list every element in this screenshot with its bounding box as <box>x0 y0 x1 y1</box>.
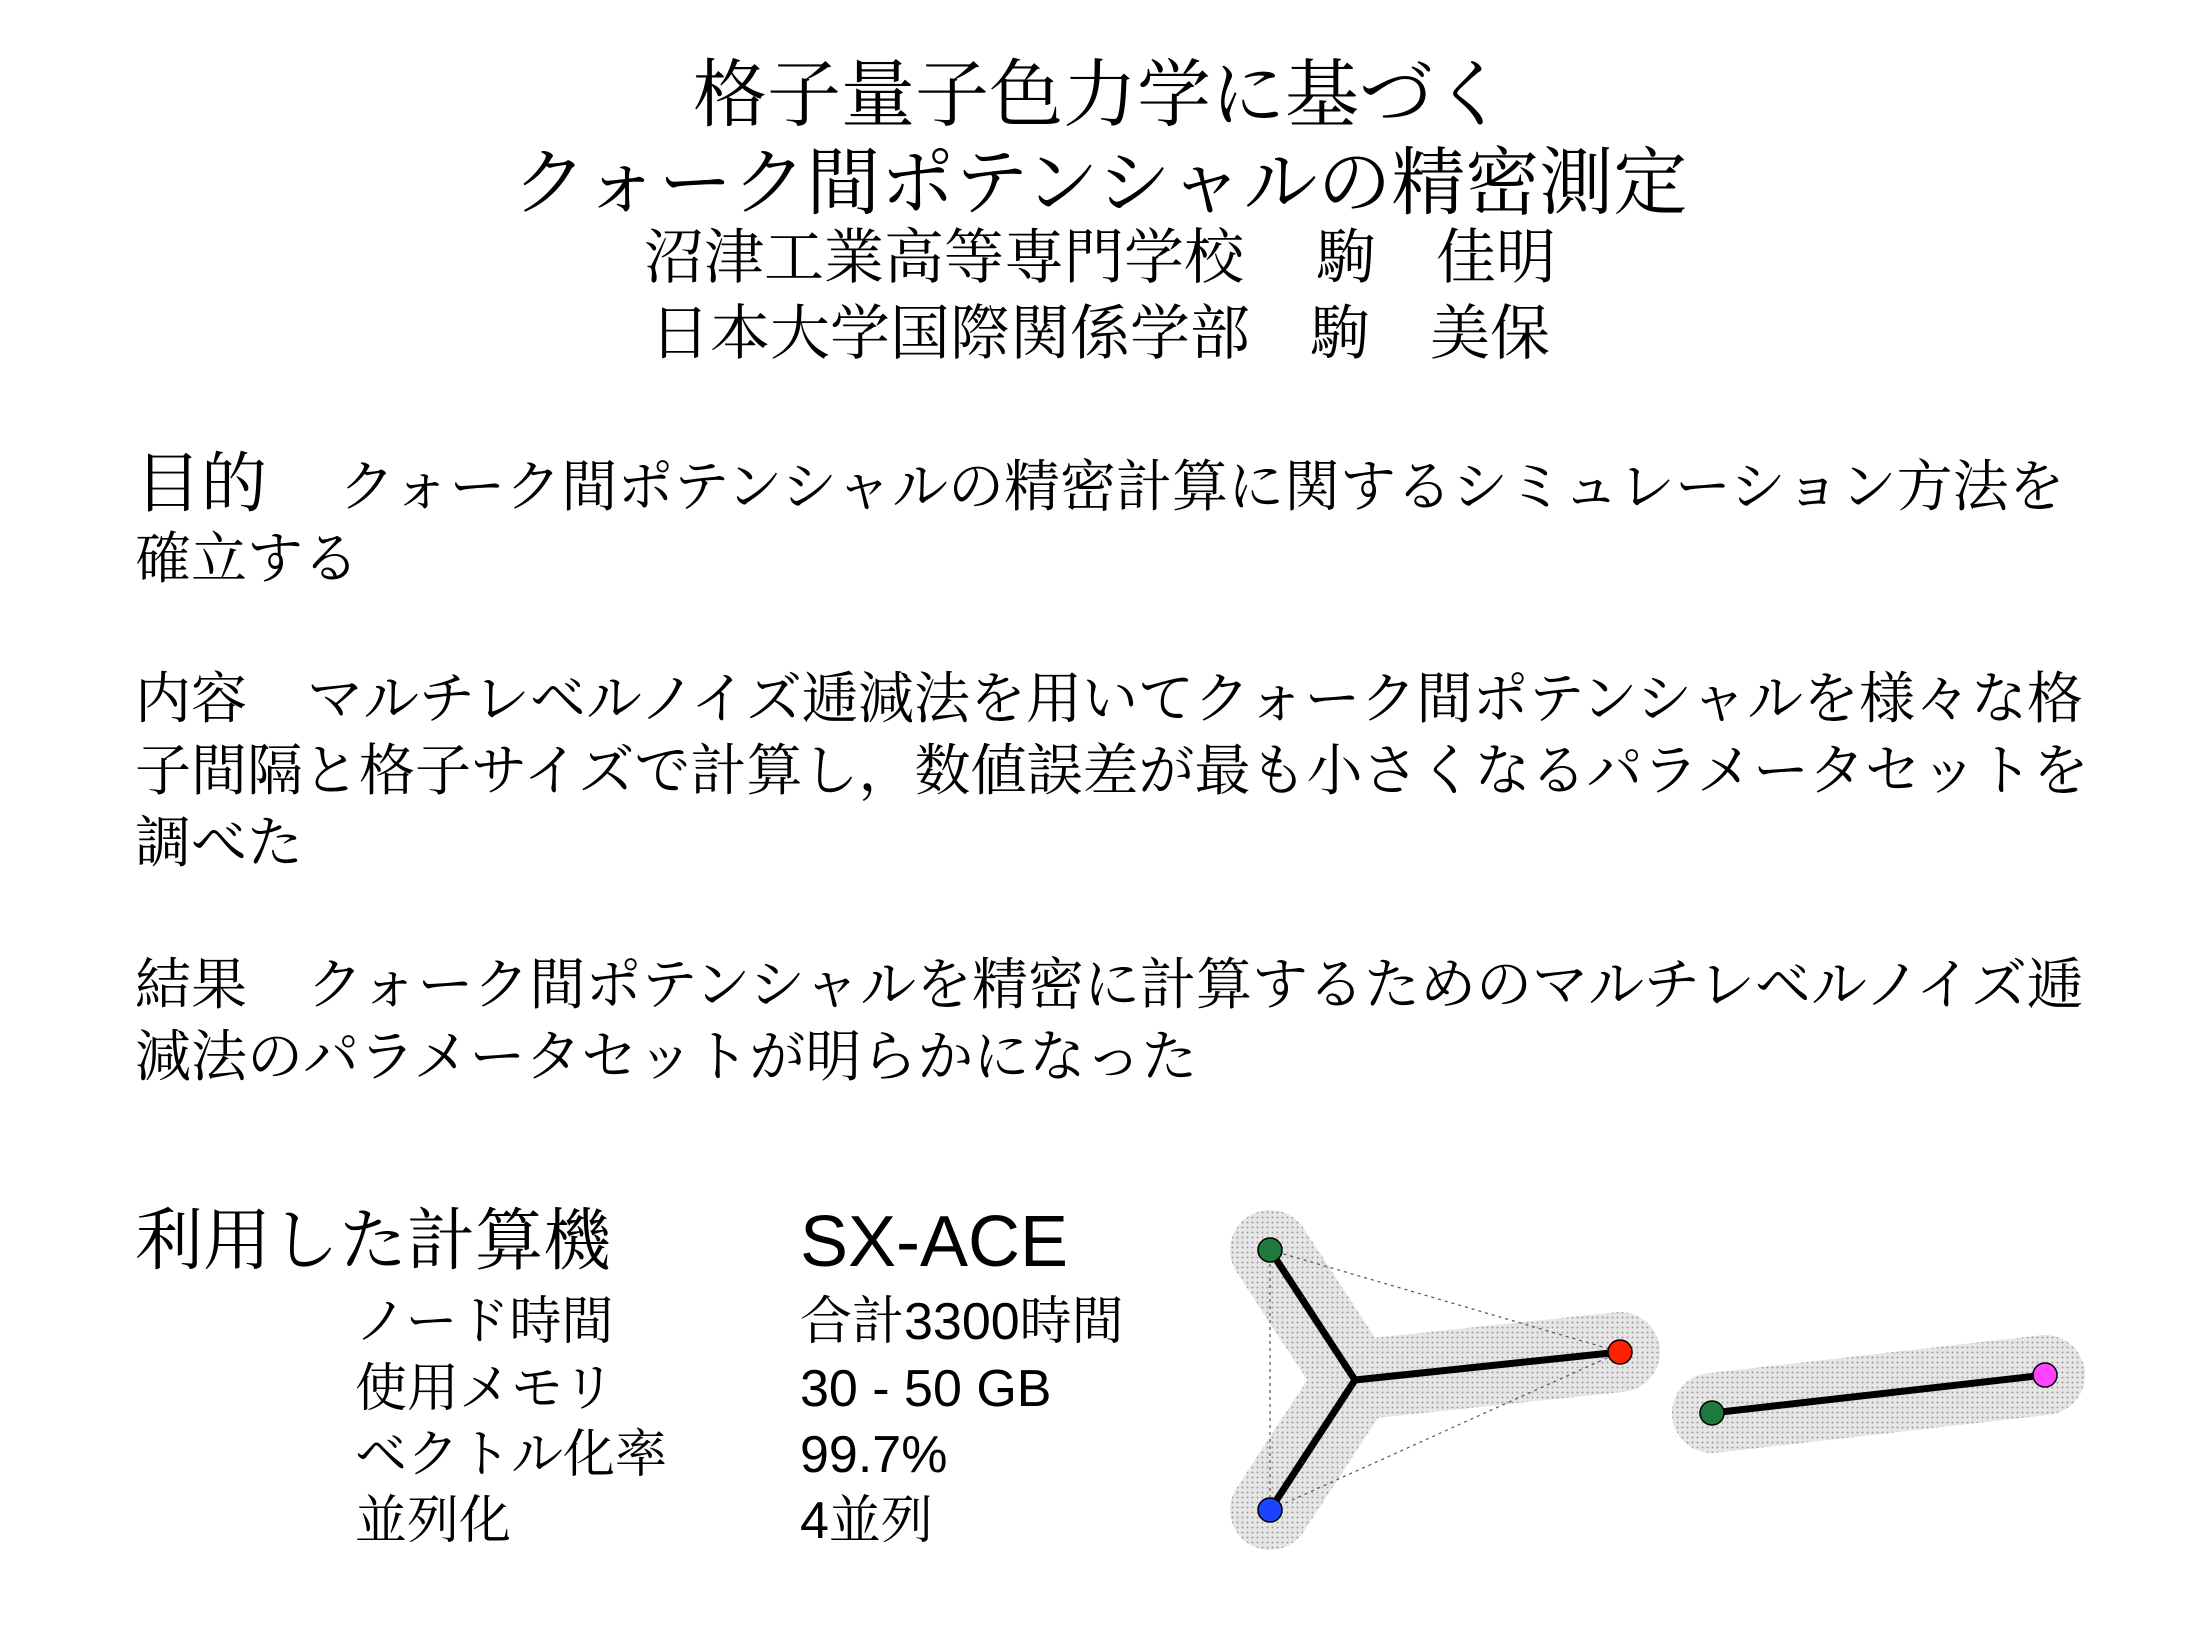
spec-value: 99.7% <box>800 1426 948 1484</box>
spec-label: 並列化 <box>355 1491 512 1551</box>
flux-tube-diagram <box>1200 1190 2100 1570</box>
green-quark-icon <box>1700 1401 1724 1425</box>
author-affiliation: 沼津工業高等専門学校 <box>644 223 1244 293</box>
red-quark-icon <box>1608 1340 1632 1364</box>
flux-tube-shading <box>1270 1250 1620 1510</box>
title-line-2: クォーク間ポテンシャルの精密測定 <box>512 140 1688 226</box>
meson-flux-tube <box>1700 1363 2057 1425</box>
purpose-text: クォーク間ポテンシャルの精密計算に関するシミュレーション方法を確立する <box>135 455 2065 592</box>
author-name: 駒 佳明 <box>1316 223 1556 293</box>
spec-label: ノード時間 <box>355 1292 614 1352</box>
content-section <box>135 664 2095 880</box>
spec-label: 使用メモリ <box>355 1359 616 1419</box>
content-text: マルチレベルノイズ逓減法を用いてクォーク間ポテンシャルを様々な格子間隔と格子サイズで計算し，数値誤差が最も小さくなるパラメータセットを調べた <box>135 667 2089 876</box>
spec-value: 4並列 <box>800 1492 933 1550</box>
spec-value: 30 - 50 GB <box>800 1360 1052 1418</box>
blue-quark-icon <box>1258 1498 1282 1522</box>
spec-label: ベクトル化率 <box>355 1425 668 1485</box>
green-quark-icon <box>1258 1238 1282 1262</box>
purpose-heading: 目的 <box>135 445 267 522</box>
title-line-1: 格子量子色力学に基づく <box>693 52 1507 138</box>
purpose-section <box>135 445 2095 596</box>
author-name: 駒 美保 <box>1310 299 1550 369</box>
author-affiliation: 日本大学国際関係学部 <box>650 299 1250 369</box>
author-line-2 <box>0 296 2200 372</box>
result-heading: 結果 <box>135 953 247 1018</box>
result-text: クォーク間ポテンシャルを精密に計算するためのマルチレベルノイズ逓減法のパラメータセットが明らかになった <box>135 953 2084 1090</box>
author-line-1 <box>0 220 2200 296</box>
computer-label: 利用した計算機 <box>135 1202 612 1281</box>
computer-name: SX-ACE <box>800 1202 1069 1282</box>
spec-value: 合計3300時間 <box>800 1293 1124 1351</box>
baryon-flux-tube <box>1258 1238 1632 1522</box>
magenta-antiquark-icon <box>2033 1363 2057 1387</box>
content-heading: 内容 <box>135 667 247 732</box>
result-section <box>135 950 2095 1094</box>
